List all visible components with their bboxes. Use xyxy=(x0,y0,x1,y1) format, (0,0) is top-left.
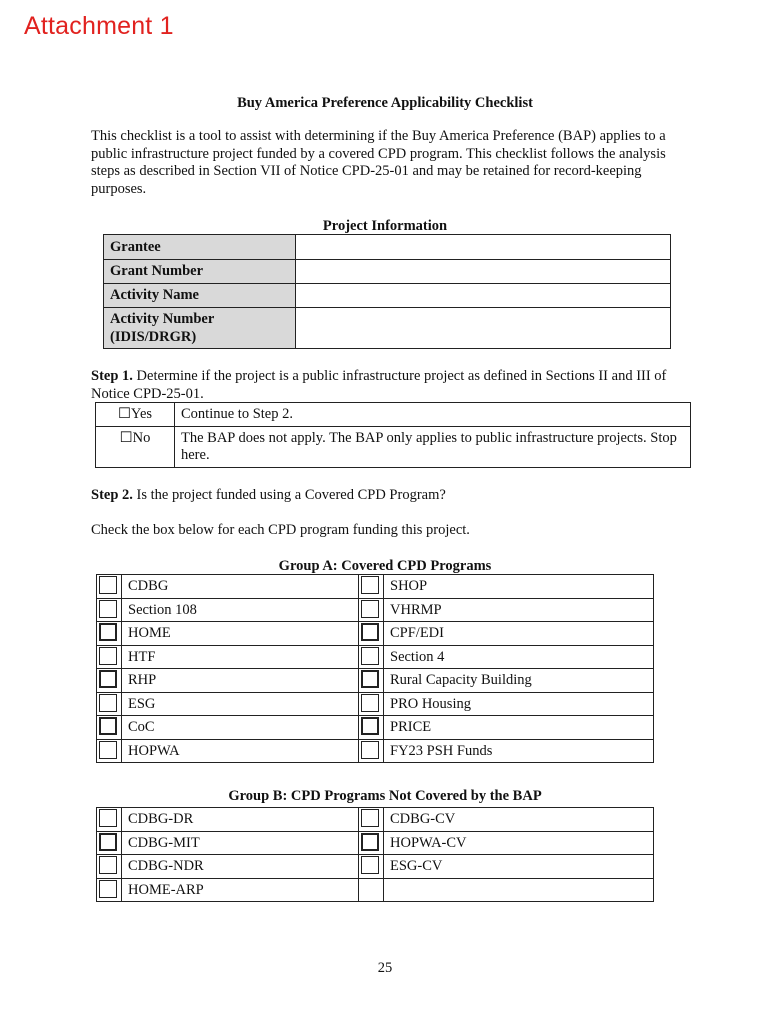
program-name: SHOP xyxy=(384,575,654,599)
program-name: HOPWA-CV xyxy=(384,831,654,855)
program-name: HOME-ARP xyxy=(122,878,359,902)
empty-cell xyxy=(359,878,384,902)
step1-text xyxy=(91,368,691,403)
activity-number-label: Activity Number (IDIS/DRGR) xyxy=(104,308,296,349)
project-info-heading: Project Information xyxy=(322,218,448,234)
program-name: CPF/EDI xyxy=(384,622,654,646)
program-name: HOME xyxy=(122,622,359,646)
checkbox-box[interactable] xyxy=(99,647,117,665)
checkbox[interactable] xyxy=(97,622,122,646)
checkbox[interactable] xyxy=(359,645,384,669)
checkbox-box[interactable] xyxy=(99,600,117,618)
checkbox[interactable] xyxy=(97,855,122,879)
checkbox-box[interactable] xyxy=(361,623,379,641)
step1-no-option[interactable]: ☐No xyxy=(96,426,175,467)
checkbox-box[interactable] xyxy=(99,670,117,688)
program-name: Section 108 xyxy=(122,598,359,622)
checkbox[interactable] xyxy=(359,669,384,693)
program-name: Rural Capacity Building xyxy=(384,669,654,693)
step2-instruction: Check the box below for each CPD program funding this project. xyxy=(91,522,470,538)
program-name: Section 4 xyxy=(384,645,654,669)
checkbox-box[interactable] xyxy=(99,741,117,759)
program-name: HOPWA xyxy=(122,739,359,763)
group-a-row xyxy=(97,692,654,716)
program-name: PRO Housing xyxy=(384,692,654,716)
program-name: FY23 PSH Funds xyxy=(384,739,654,763)
checkbox-box[interactable] xyxy=(361,856,379,874)
checkbox[interactable] xyxy=(97,716,122,740)
checkbox-box[interactable] xyxy=(99,576,117,594)
step1-label: Step 1. xyxy=(91,368,133,384)
program-name: CDBG-MIT xyxy=(122,831,359,855)
grant-number-field[interactable] xyxy=(296,260,671,284)
group-b-row xyxy=(97,808,654,832)
checkbox-box[interactable] xyxy=(361,647,379,665)
step1-yes-result: Continue to Step 2. xyxy=(175,403,691,427)
group-a-row xyxy=(97,669,654,693)
checkbox[interactable] xyxy=(97,692,122,716)
checkbox-box[interactable] xyxy=(361,694,379,712)
intro-paragraph: This checklist is a tool to assist with determining if the Buy America Preference (BAP) applies to a public infrastructure project funded by a covered CPD program. This checklist follows the analysis steps as described in Section VII of Notice CPD-25-01 and may be retained for record-keeping purposes. xyxy=(91,128,666,197)
group-b-table xyxy=(96,807,654,902)
checkbox-box[interactable] xyxy=(99,694,117,712)
group-a-heading: Group A: Covered CPD Programs xyxy=(278,558,492,574)
checkbox-box[interactable] xyxy=(361,600,379,618)
checkbox[interactable] xyxy=(97,739,122,763)
step1-table xyxy=(95,402,691,468)
step2-question: Is the project funded using a Covered CPD Program? xyxy=(132,487,446,503)
group-b-heading: Group B: CPD Programs Not Covered by the BAP xyxy=(228,788,542,804)
grantee-field[interactable] xyxy=(296,235,671,260)
program-name: ESG xyxy=(122,692,359,716)
checkbox[interactable] xyxy=(359,716,384,740)
checkbox-box[interactable] xyxy=(99,717,117,735)
group-a-row xyxy=(97,739,654,763)
program-name: CDBG xyxy=(122,575,359,599)
project-info-table xyxy=(103,234,671,349)
step1-question: Determine if the project is a public infrastructure project as defined in Sections II and III of Notice CPD-25-01. xyxy=(91,368,667,402)
empty-cell xyxy=(384,878,654,902)
activity-number-field[interactable] xyxy=(296,308,671,349)
checkbox[interactable] xyxy=(359,831,384,855)
step2-text xyxy=(91,487,691,505)
checkbox[interactable] xyxy=(97,575,122,599)
program-name: ESG-CV xyxy=(384,855,654,879)
program-name: PRICE xyxy=(384,716,654,740)
checkbox-box[interactable] xyxy=(99,880,117,898)
group-a-table xyxy=(96,574,654,763)
checkbox-box[interactable] xyxy=(361,670,379,688)
activity-name-field[interactable] xyxy=(296,284,671,308)
group-a-row xyxy=(97,645,654,669)
checkbox-box[interactable] xyxy=(99,623,117,641)
checkbox[interactable] xyxy=(359,622,384,646)
page-number: 25 xyxy=(377,960,393,976)
checkbox-box[interactable] xyxy=(361,741,379,759)
checkbox[interactable] xyxy=(359,598,384,622)
checkbox[interactable] xyxy=(97,598,122,622)
program-name: CoC xyxy=(122,716,359,740)
checkbox-box[interactable] xyxy=(361,833,379,851)
group-a-row xyxy=(97,575,654,599)
checkbox[interactable] xyxy=(97,831,122,855)
checkbox-box[interactable] xyxy=(99,856,117,874)
step2-label: Step 2. xyxy=(91,487,133,503)
step1-no-result: The BAP does not apply. The BAP only applies to public infrastructure projects. Stop here. xyxy=(175,426,691,467)
grant-number-label: Grant Number xyxy=(104,260,296,284)
program-name: VHRMP xyxy=(384,598,654,622)
program-name: CDBG-NDR xyxy=(122,855,359,879)
program-name: CDBG-DR xyxy=(122,808,359,832)
checkbox-box[interactable] xyxy=(99,809,117,827)
checkbox-box[interactable] xyxy=(361,576,379,594)
checkbox[interactable] xyxy=(97,669,122,693)
checkbox[interactable] xyxy=(359,575,384,599)
group-b-row xyxy=(97,831,654,855)
group-b-row xyxy=(97,878,654,902)
program-name: HTF xyxy=(122,645,359,669)
checkbox[interactable] xyxy=(359,692,384,716)
checkbox[interactable] xyxy=(97,645,122,669)
checkbox[interactable] xyxy=(359,739,384,763)
group-a-row xyxy=(97,716,654,740)
checkbox-box[interactable] xyxy=(99,833,117,851)
checkbox[interactable] xyxy=(97,878,122,902)
program-name: RHP xyxy=(122,669,359,693)
page-title: Buy America Preference Applicability Checklist xyxy=(237,95,533,111)
program-name: CDBG-CV xyxy=(384,808,654,832)
attachment-label: Attachment 1 xyxy=(24,12,174,40)
group-a-row xyxy=(97,622,654,646)
checkbox[interactable] xyxy=(97,808,122,832)
checkbox[interactable] xyxy=(359,808,384,832)
grantee-label: Grantee xyxy=(104,235,296,260)
step1-yes-option[interactable]: ☐Yes xyxy=(96,403,175,427)
checkbox-box[interactable] xyxy=(361,717,379,735)
checkbox[interactable] xyxy=(359,855,384,879)
checkbox-box[interactable] xyxy=(361,809,379,827)
group-b-row xyxy=(97,855,654,879)
group-a-row xyxy=(97,598,654,622)
activity-name-label: Activity Name xyxy=(104,284,296,308)
